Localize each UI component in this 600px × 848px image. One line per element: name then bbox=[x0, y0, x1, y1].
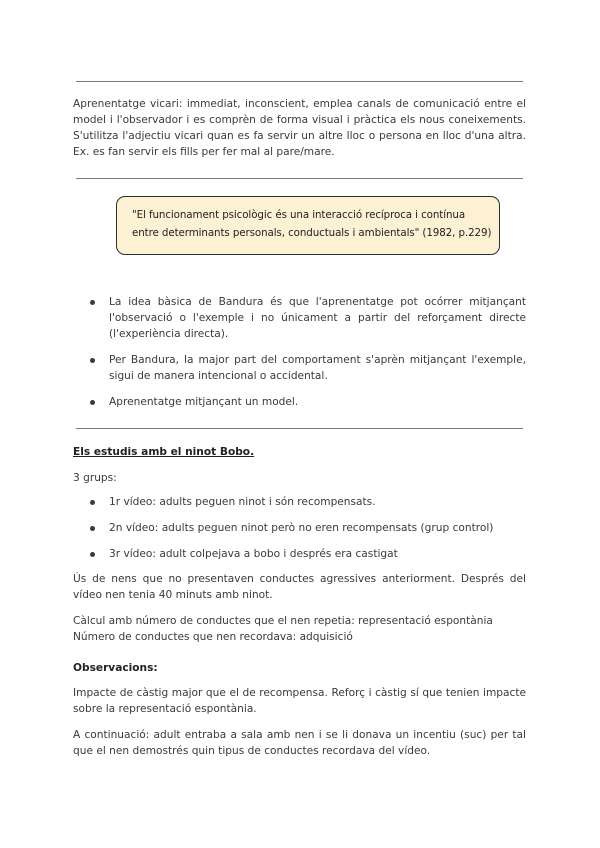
quote-line-1: "El funcionament psicològic és una interacció recíproca i contínua bbox=[132, 209, 466, 221]
list-item: 2n vídeo: adults peguen ninot però no eren recompensats (grup control) bbox=[73, 520, 526, 536]
list-item: Aprenentatge mitjançant un model. bbox=[73, 394, 526, 410]
vicarious-learning-paragraph: Aprenentatge vicari: immediat, inconscient, emplea canals de comunicació entre el model i l'observador i es comprèn de forma visual i pràctica els nous coneixements. S'utilitza l'adjectiu vicari quan es fa servir un altre lloc o persona en lloc d'una altra. Ex. es fan servir els fills per fer mal al pare/mare. bbox=[73, 98, 526, 158]
list-item: La idea bàsica de Bandura és que l'aprenentatge pot ocórrer mitjançant l'observació o l'exemple i no únicament a partir del reforçament directe (l'experiència directa). bbox=[73, 294, 526, 342]
observations-paragraph-1: Impacte de càstig major que el de recompensa. Reforç i càstig sí que tenien impacte sobre la representació espontània. bbox=[73, 687, 526, 715]
bandura-quote-box bbox=[116, 196, 500, 255]
video-groups-list bbox=[73, 494, 526, 562]
observations-paragraph-2: A continuació: adult entraba a sala amb nen i se li donava un incentiu (suc) per tal que el nen demostrés quin tipus de conductes recordava del vídeo. bbox=[73, 729, 526, 757]
horizontal-divider bbox=[76, 428, 523, 429]
quote-line-2: entre determinants personals, conductuals i ambientals" (1982, p.229) bbox=[132, 227, 492, 239]
bobo-section-heading: Els estudis amb el ninot Bobo. bbox=[73, 446, 255, 458]
horizontal-divider bbox=[76, 81, 523, 82]
horizontal-divider bbox=[76, 178, 523, 179]
measure-line-2: Número de conductes que nen recordava: adquisició bbox=[73, 631, 353, 643]
list-item: Per Bandura, la major part del comportament s'aprèn mitjançant l'exemple, sigui de manera intencional o accidental. bbox=[73, 352, 526, 384]
observations-heading: Observacions: bbox=[73, 662, 158, 674]
list-item: 3r vídeo: adult colpejava a bobo i després era castigat bbox=[73, 546, 526, 562]
children-paragraph: Ús de nens que no presentaven conductes agressives anteriorment. Després del vídeo nen tenia 40 minuts amb ninot. bbox=[73, 573, 526, 601]
list-item: 1r vídeo: adults peguen ninot i són recompensats. bbox=[73, 494, 526, 510]
measure-line-1: Càlcul amb número de conductes que el nen repetia: representació espontània bbox=[73, 615, 493, 627]
bandura-bullet-list bbox=[73, 294, 526, 410]
groups-intro: 3 grups: bbox=[73, 472, 117, 484]
